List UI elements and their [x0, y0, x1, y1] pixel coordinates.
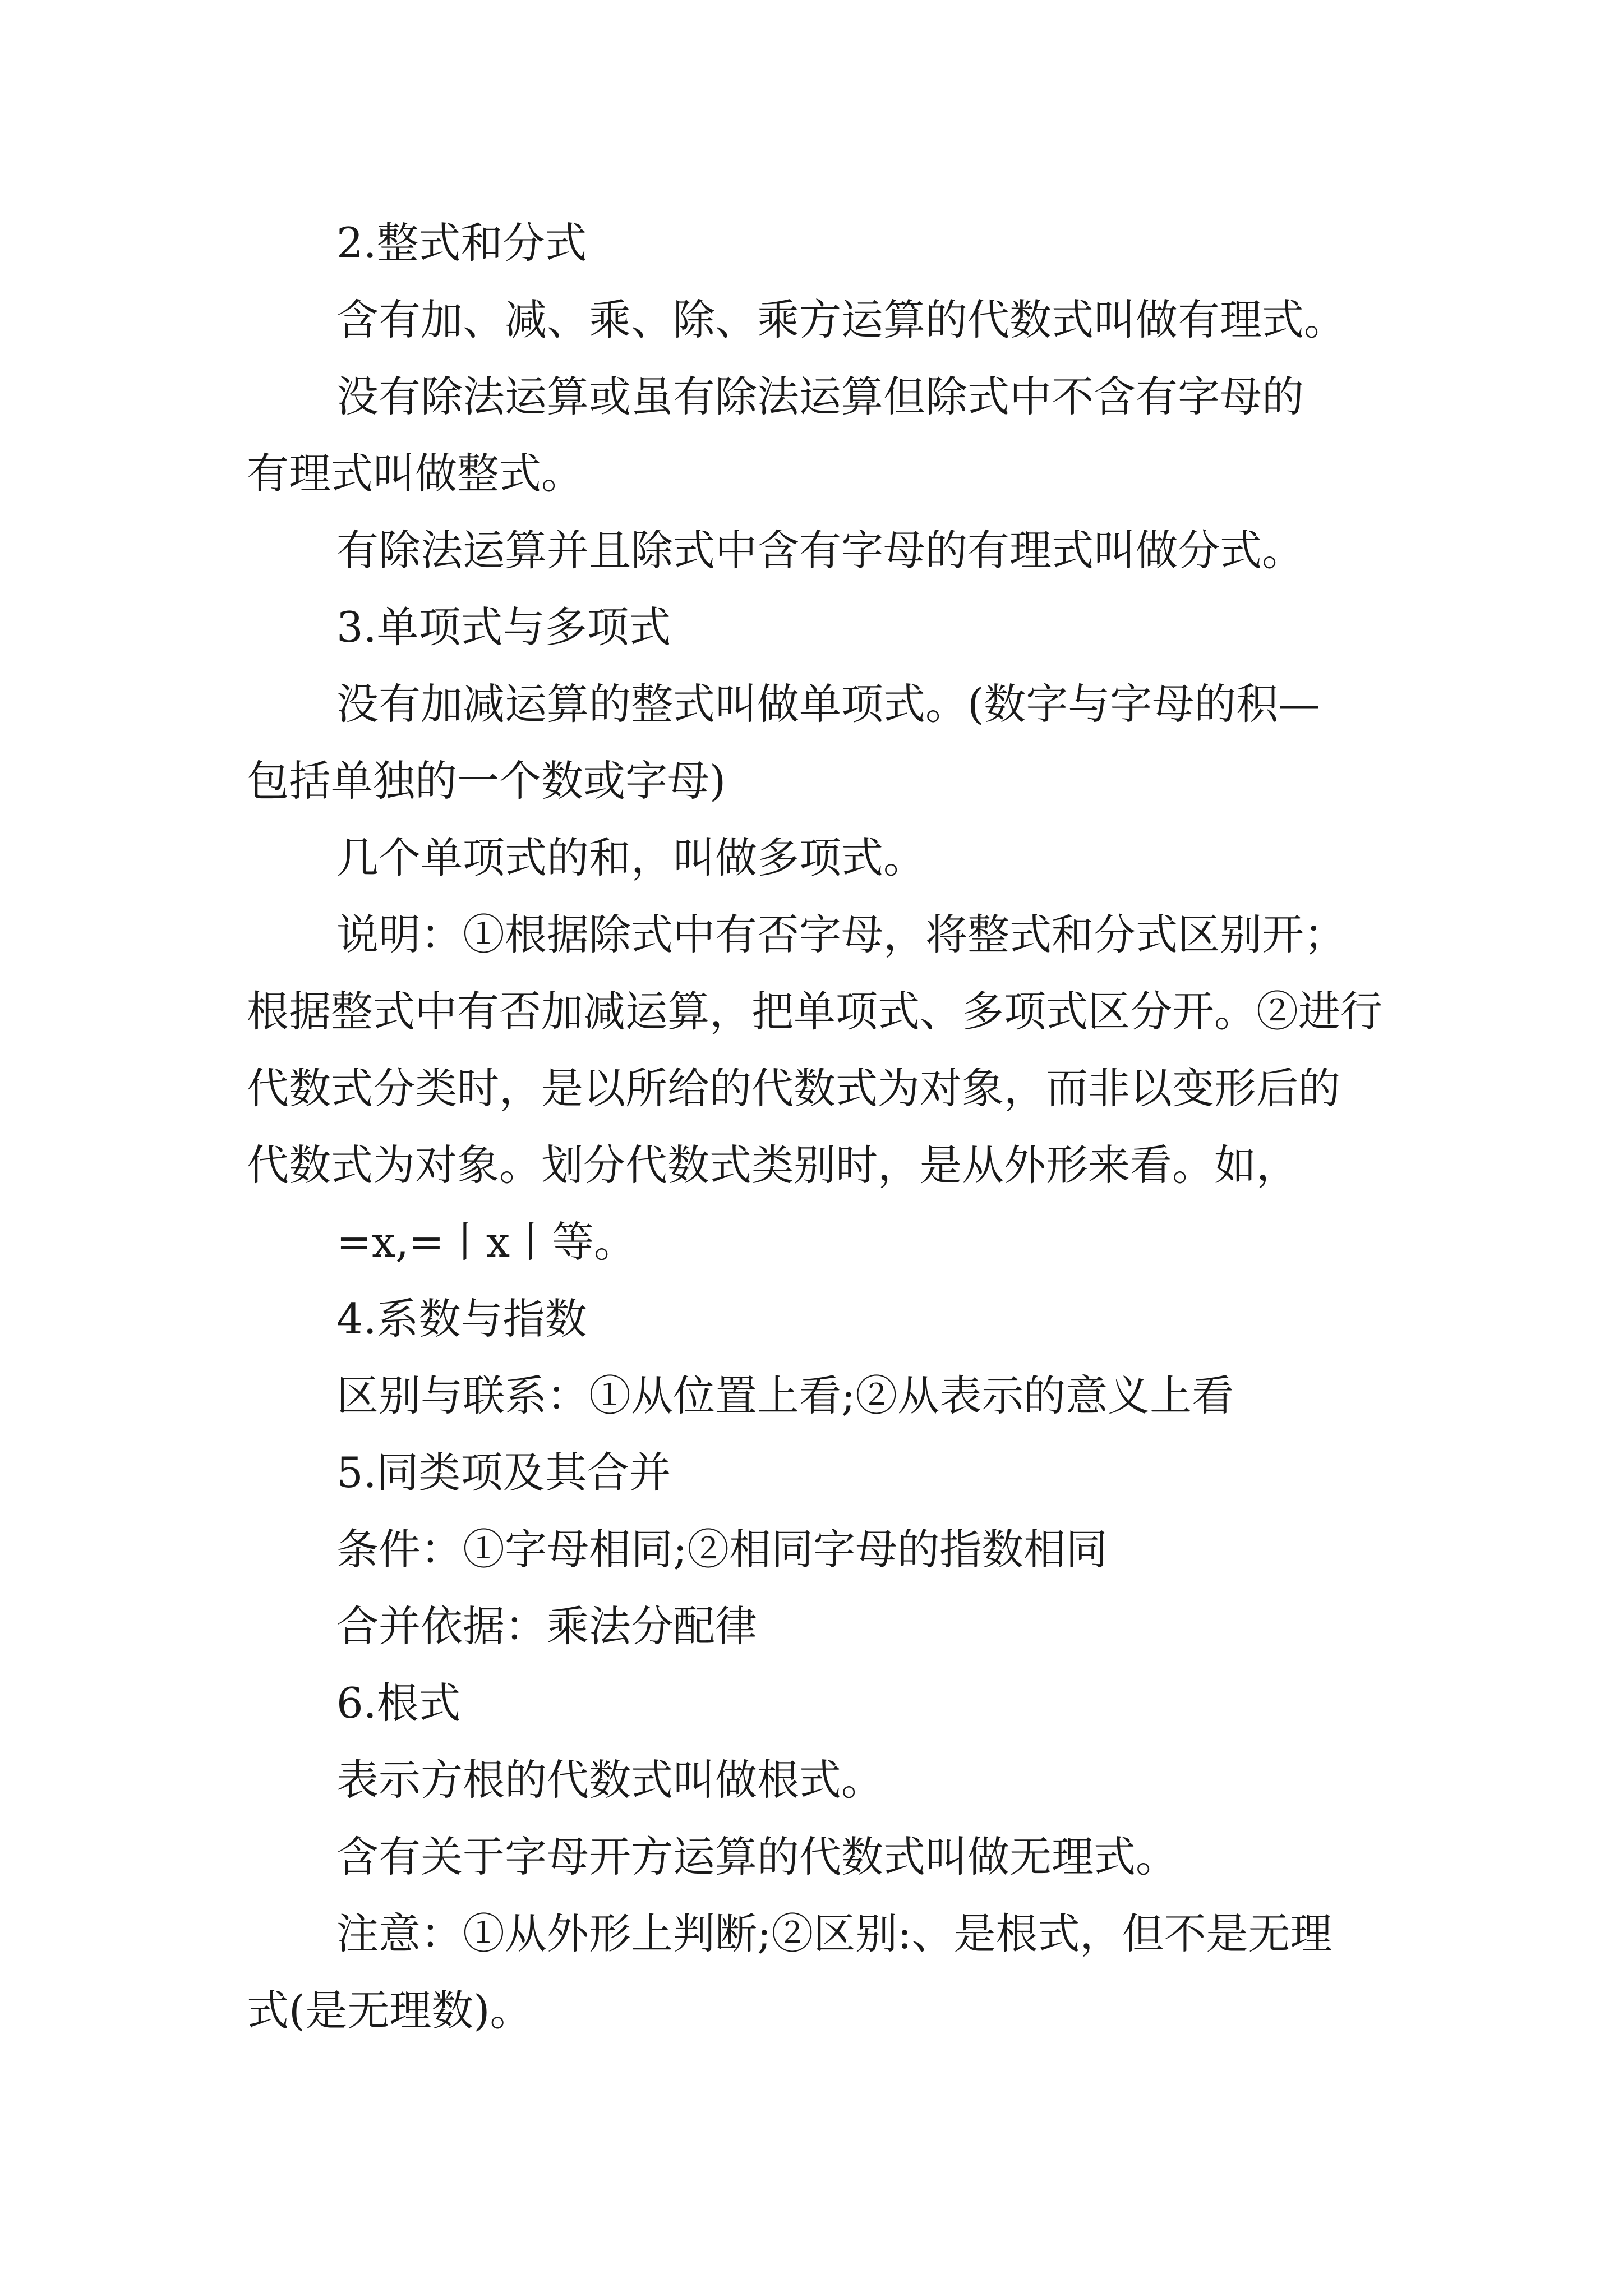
paragraph-line: 根据整式中有否加减运算，把单项式、多项式区分开。②进行 — [247, 987, 1383, 1036]
paragraph-line: 式(是无理数)。 — [247, 1986, 532, 2035]
paragraph-line: 注意：①从外形上判断;②区别:、是根式，但不是无理 — [336, 1909, 1332, 1958]
paragraph-line: 表示方根的代数式叫做根式。 — [336, 1755, 884, 1805]
document-body — [247, 205, 1410, 2049]
paragraph-line: 区别与联系：①从位置上看;②从表示的意义上看 — [336, 1371, 1234, 1420]
paragraph-line: 有理式叫做整式。 — [247, 449, 584, 498]
paragraph-line: 包括单独的一个数或字母) — [247, 756, 726, 806]
paragraph-line: 含有加、减、乘、除、乘方运算的代数式叫做有理式。 — [336, 295, 1347, 344]
paragraph-line: 没有加减运算的整式叫做单项式。(数字与字母的积— — [336, 679, 1321, 729]
paragraph-line: 几个单项式的和，叫做多项式。 — [336, 833, 926, 882]
paragraph-line: 条件：①字母相同;②相同字母的指数相同 — [336, 1525, 1108, 1574]
section-heading-5: 5.同类项及其合并 — [336, 1448, 671, 1497]
paragraph-line: 含有关于字母开方运算的代数式叫做无理式。 — [336, 1832, 1178, 1881]
paragraph-line: 说明：①根据除式中有否字母，将整式和分式区别开； — [336, 910, 1347, 959]
paragraph-line: 有除法运算并且除式中含有字母的有理式叫做分式。 — [336, 526, 1304, 575]
paragraph-line: 合并依据：乘法分配律 — [336, 1602, 758, 1651]
section-heading-4: 4.系数与指数 — [336, 1294, 587, 1343]
section-heading-2: 2.整式和分式 — [336, 218, 587, 268]
paragraph-line: 代数式为对象。划分代数式类别时，是从外形来看。如， — [247, 1140, 1299, 1190]
formula-line: =x,=丨x丨等。 — [336, 1217, 637, 1267]
paragraph-line: 没有除法运算或虽有除法运算但除式中不含有字母的 — [336, 372, 1304, 421]
section-heading-6: 6.根式 — [336, 1678, 461, 1728]
section-heading-3: 3.单项式与多项式 — [336, 602, 671, 652]
paragraph-line: 代数式分类时，是以所给的代数式为对象，而非以变形后的 — [247, 1064, 1341, 1113]
